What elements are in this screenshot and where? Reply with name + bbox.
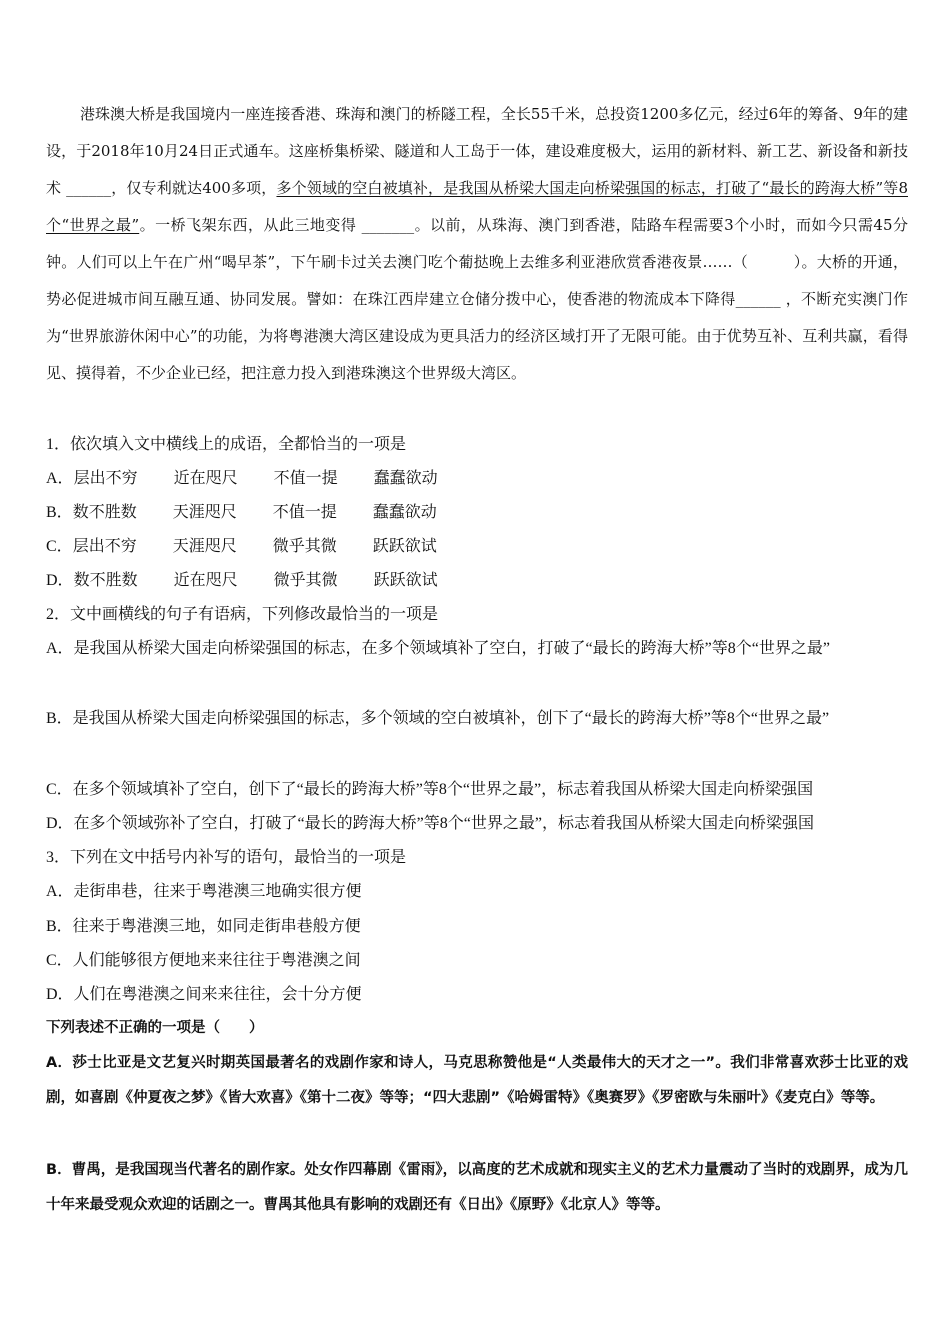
option-item: 跃跃欲试 (372, 538, 437, 555)
option-item: 数不胜数 (72, 504, 137, 521)
q4-option-a: A．莎士比亚是文艺复兴时期英国最著名的戏剧作家和诗人，马克思称赞他是“人类最伟大的天才之一”。我们非常喜欢莎士比亚的戏剧，如喜剧《仲夏夜之梦》《皆大欢喜》《第十二夜》等等；“四大悲剧”《哈姆雷特》《奥赛罗》《罗密欧与朱丽叶》《麦克白》等等。 (46, 1055, 908, 1106)
option-item: 数不胜数 (73, 572, 138, 589)
option-item: 层出不穷 (72, 538, 137, 555)
passage-part-2: 。一桥飞架东西，从此三地变得 _______。以前，从珠海、澳门到香港，陆路车程需要3个小时，而如今只需45分钟。人们可以上午在广州“喝早茶”，下午刷卡过关去澳门吃个葡挞晚上去维多利亚港欣赏香港夜景……（ ）。大桥的开通，势必促进城市间互融互通、协同发展。譬如：在珠江西岸建立仓储分拨中心，使香港的物流成本下降得______ ，不断充实澳门作为“世界旅游休闲中心”的功能，为将粤港澳大湾区建设成为更具活力的经济区域打开了无限可能。由于优势互补、互利共赢，看得见、摸得着，不少企业已经，把注意力投入到港珠澳这个世界级大湾区。 (46, 216, 908, 382)
option-item: 天涯咫尺 (172, 538, 237, 555)
q2-option-c: C．在多个领域填补了空白，创下了“最长的跨海大桥”等8个“世界之最”，标志着我国从桥梁大国走向桥梁强国 (46, 781, 814, 798)
q2-option-a: A．是我国从桥梁大国走向桥梁强国的标志，在多个领域填补了空白，打破了“最长的跨海大桥”等8个“世界之最” (46, 640, 830, 657)
q4-stem: 下列表述不正确的一项是（ ） (46, 1020, 264, 1036)
option-item: 蠢蠢欲动 (373, 470, 438, 487)
passage-part-1: 港珠澳大桥是我国境内一座连接香港、珠海和澳门的桥隧工程，全长55千米，总投资1200多亿元，经过6年的筹备、9年的建设，于2018年10月24日正式通车。这座桥集桥梁、隧道和人工岛于一体，建设难度极大，运用的新材料、新工艺、新设备和新技术 ______，仅专利就达400多项， (46, 105, 908, 197)
option-item: 天涯咫尺 (172, 504, 237, 521)
option-item: 近在咫尺 (173, 572, 238, 589)
option-label: D． (46, 572, 74, 589)
option-item: 跃跃欲试 (373, 572, 438, 589)
q1-option-d (46, 564, 916, 598)
option-item: 不值一提 (273, 470, 338, 487)
q3-option-b: B．往来于粤港澳三地，如同走街串巷般方便 (46, 918, 361, 935)
option-label: C． (46, 538, 73, 555)
q1-option-b (46, 496, 916, 530)
q3-stem: 3．下列在文中括号内补写的语句，最恰当的一项是 (46, 849, 407, 866)
q2-option-b: B．是我国从桥梁大国走向桥梁强国的标志，多个领域的空白被填补，创下了“最长的跨海大桥”等8个“世界之最” (46, 710, 830, 727)
option-item: 不值一提 (272, 504, 337, 521)
q2-option-d: D．在多个领域弥补了空白，打破了“最长的跨海大桥”等8个“世界之最”，标志着我国从桥梁大国走向桥梁强国 (46, 815, 814, 832)
underlined-sentence: 多个领域的空白被填补，是我国从桥梁大国走向桥梁强国的标志，打破了“最长的跨海大桥”等8个“世界之最” (46, 179, 908, 234)
option-item: 微乎其微 (272, 538, 337, 555)
option-label: B． (46, 504, 73, 521)
option-item: 微乎其微 (273, 572, 338, 589)
q2-stem: 2．文中画横线的句子有语病，下列修改最恰当的一项是 (46, 606, 439, 623)
q1-option-a (46, 462, 916, 496)
option-item: 蠢蠢欲动 (372, 504, 437, 521)
option-label: A． (46, 470, 74, 487)
q3-option-a: A．走街串巷，往来于粤港澳三地确实很方便 (46, 883, 362, 900)
q3-option-d: D．人们在粤港澳之间来来往往，会十分方便 (46, 986, 362, 1003)
q1-stem: 1．依次填入文中横线上的成语，全都恰当的一项是 (46, 436, 407, 453)
option-item: 近在咫尺 (173, 470, 238, 487)
q1-option-c (46, 530, 916, 564)
q3-option-c: C．人们能够很方便地来来往往于粤港澳之间 (46, 952, 361, 969)
option-item: 层出不穷 (73, 470, 138, 487)
q4-option-b: B．曹禺，是我国现当代著名的剧作家。处女作四幕剧《雷雨》，以高度的艺术成就和现实主义的艺术力量震动了当时的戏剧界，成为几十年来最受观众欢迎的话剧之一。曹禺其他具有影响的戏剧还有《日出》《原野》《北京人》等等。 (46, 1162, 908, 1213)
reading-passage (46, 96, 908, 392)
